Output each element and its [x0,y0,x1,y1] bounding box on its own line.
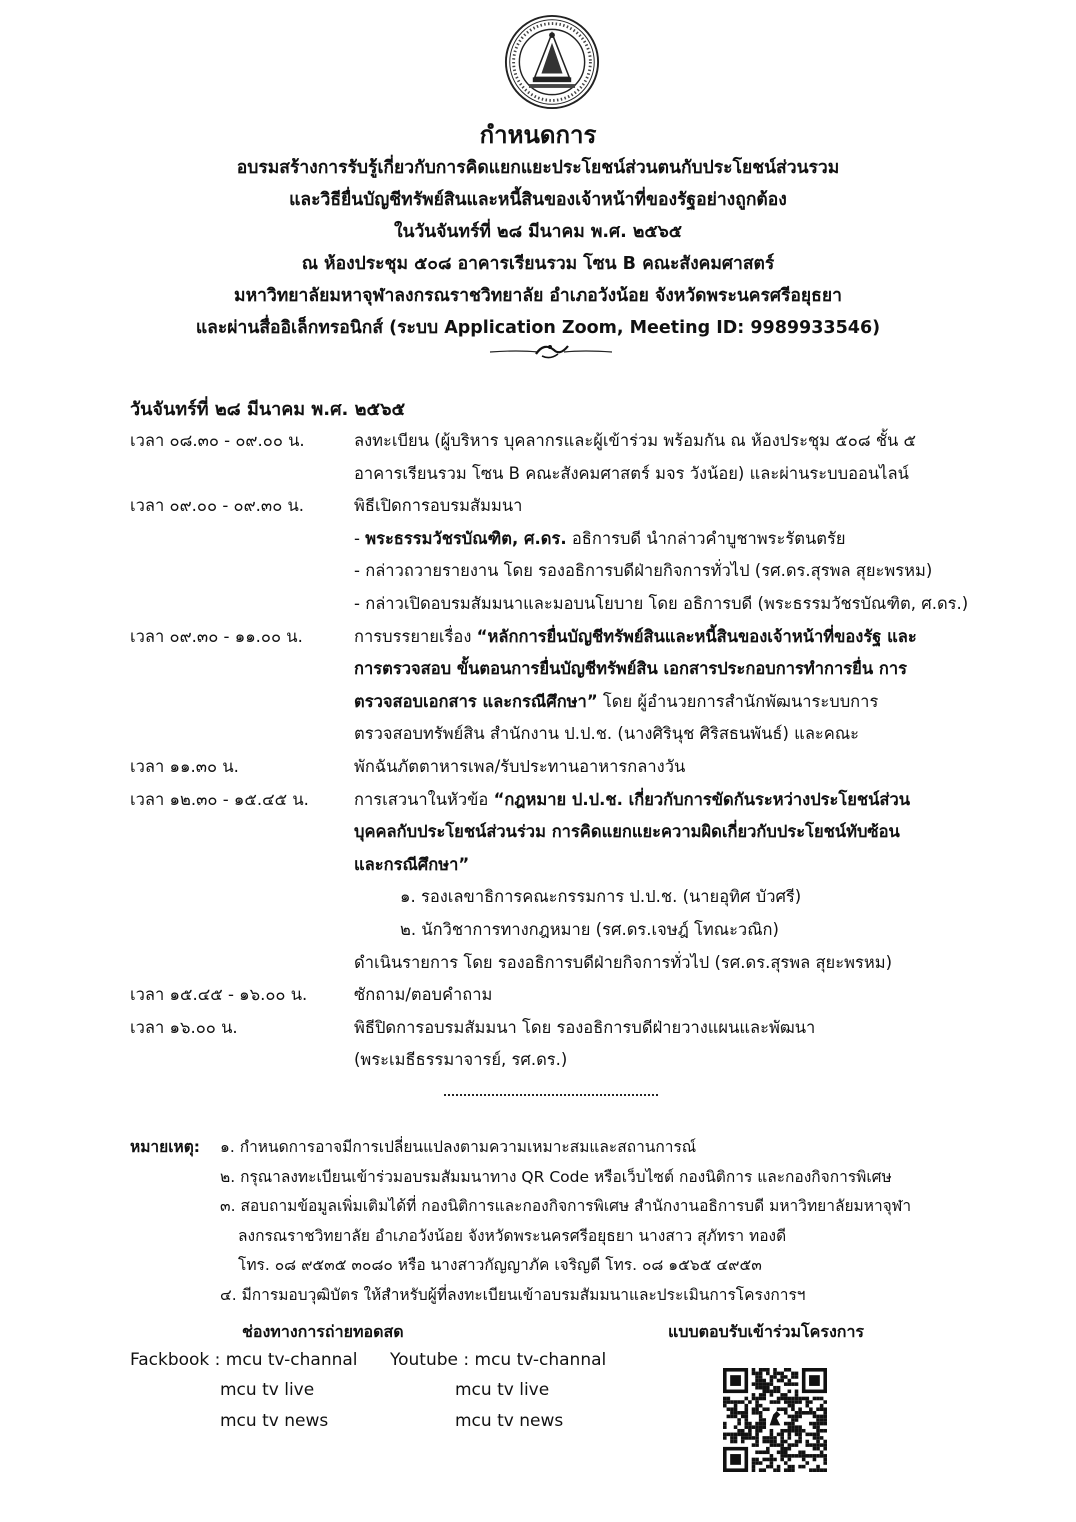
schedule-line [354,849,990,882]
facebook-news: mcu tv news [220,1411,329,1431]
schedule-line: อาคารเรียนรวม โซน B คณะสังคมศาสตร์ มจร วังน้อย) และผ่านระบบออนไลน์ [354,463,909,483]
schedule-line [354,784,990,817]
schedule-detail [354,621,990,751]
live-channels-heading: ช่องทางการถ่ายทอดสด [242,1322,404,1341]
note-item-continued: ลงกรณราชวิทยาลัย อำเภอวังน้อย จังหวัดพระนครศรีอยุธยา นางสาว สุภัทรา ทองดี [238,1226,787,1245]
schedule-text: การเสวนาในหัวข้อ [354,789,494,809]
schedule-detail [354,1012,990,1077]
note-item: ๓. สอบถามข้อมูลเพิ่มเติมได้ที่ กองนิติการและกองกิจการพิเศษ สำนักงานอธิการบดี มหาวิทยาลัยมหาจุฬา [220,1197,912,1215]
schedule-row [130,751,990,784]
schedule-row [130,490,990,620]
ornament-divider [488,338,614,364]
schedule-time: เวลา ๑๖.๐๐ น. [130,1017,238,1037]
header-line-3: ในวันจันทร์ที่ ๒๘ มีนาคม พ.ศ. ๒๕๖๕ [393,222,683,242]
note-item: ๒. กรุณาลงทะเบียนเข้าร่วมอบรมสัมมนาทาง QR Code หรือเว็บไซต์ กองนิติการ และกองกิจการพิเศษ [220,1167,892,1186]
panelist-2: ๒. นักวิชาการทางกฎหมาย (รศ.ดร.เจษฎ์ โทณะวณิก) [400,919,779,939]
youtube-live: mcu tv live [455,1380,550,1400]
schedule-time: เวลา ๑๒.๓๐ - ๑๕.๔๕ น. [130,789,309,809]
panel-topic: “กฎหมาย ป.ป.ช. เกี่ยวกับการขัดกันระหว่างประโยชน์ส่วน [493,789,911,809]
header-line-6: และผ่านสื่ออิเล็กทรอนิกส์ (ระบบ Application Zoom, Meeting ID: 9989933546) [195,318,881,338]
schedule-table [130,425,990,1077]
header-line-2: และวิธียื่นบัญชีทรัพย์สินและหนี้สินของเจ้าหน้าที่ของรัฐอย่างถูกต้อง [289,190,787,210]
schedule-line: ตรวจสอบทรัพย์สิน สำนักงาน ป.ป.ช. (นางศิรินุช ศิริสธนพันธ์) และคณะ [354,724,859,744]
facebook-channel: Fackbook : mcu tv-channal [130,1350,358,1370]
schedule-line: (พระเมธีธรรมาจารย์, รศ.ดร.) [354,1050,568,1070]
schedule-time: เวลา ๑๑.๓๐ น. [130,756,239,776]
notes-list [220,1133,1000,1310]
schedule-line [354,523,990,556]
bullet-dash: - [354,528,366,548]
panel-topic: และกรณีศึกษา” [354,854,470,874]
schedule-time: เวลา ๐๙.๐๐ - ๐๙.๓๐ น. [130,496,305,516]
panel-topic: บุคคลกับประโยชน์ส่วนร่วม การคิดแยกแยะความผิดเกี่ยวกับประโยชน์ทับซ้อน [354,822,900,842]
registration-heading: แบบตอบรับเข้าร่วมโครงการ [668,1322,865,1341]
registration-qr-code[interactable] [723,1368,827,1472]
schedule-line [354,653,990,686]
schedule-detail [354,751,990,784]
schedule-detail [354,490,990,620]
schedule-row [130,784,990,980]
header-line-1: อบรมสร้างการรับรู้เกี่ยวกับการคิดแยกแยะประโยชน์ส่วนตนกับประโยชน์ส่วนรวม [236,158,840,178]
schedule-row [130,1012,990,1077]
schedule-line [354,621,990,654]
schedule-day-label: วันจันทร์ที่ ๒๘ มีนาคม พ.ศ. ๒๕๖๕ [130,399,406,420]
moderator-line: ดำเนินรายการ โดย รองอธิการบดีฝ่ายกิจการทั่วไป (รศ.ดร.สุรพล สุยะพรหม) [354,952,893,972]
schedule-line: ซักถาม/ตอบคำถาม [354,985,493,1005]
schedule-line [354,686,990,719]
schedule-line: - กล่าวถวายรายงาน โดย รองอธิการบดีฝ่ายกิจการทั่วไป (รศ.ดร.สุรพล สุยะพรหม) [354,561,933,581]
schedule-time: เวลา ๐๘.๓๐ - ๐๙.๐๐ น. [130,431,305,450]
dotted-separator [444,1094,658,1096]
schedule-detail [354,784,990,980]
schedule-row [130,621,990,751]
schedule-line: ลงทะเบียน (ผู้บริหาร บุคลากรและผู้เข้าร่วม พร้อมกัน ณ ห้องประชุม ๕๐๘ ชั้น ๕ [354,431,917,450]
schedule-line: พักฉันภัตตาหารเพล/รับประทานอาหารกลางวัน [354,756,686,776]
document-header [0,118,1076,344]
schedule-line: พิธีปิดการอบรมสัมมนา โดย รองอธิการบดีฝ่ายวางแผนและพัฒนา [354,1017,816,1037]
note-item: ๑. กำหนดการอาจมีการเปลี่ยนแปลงตามความเหมาะสมและสถานการณ์ [220,1138,697,1156]
note-item-continued: โทร. ๐๘ ๙๕๓๕ ๓๐๘๐ หรือ นางสาวกัญญาภัค เจริญดี โทร. ๐๘ ๑๕๖๕ ๔๙๕๓ [238,1256,762,1274]
lecture-topic: ตรวจสอบเอกสาร และกรณีศึกษา” [354,691,598,711]
schedule-time: เวลา ๐๙.๓๐ - ๑๑.๐๐ น. [130,626,303,646]
schedule-row [130,425,990,490]
schedule-line: พิธีเปิดการอบรมสัมมนา [354,496,523,516]
schedule-text: โดย ผู้อำนวยการสำนักพัฒนาระบบการ [597,691,879,711]
note-item: ๔. มีการมอบวุฒิบัตร ให้สำหรับผู้ที่ลงทะเบียนเข้าอบรมสัมมนาและประเมินการโครงการฯ [220,1285,806,1304]
schedule-row [130,979,990,1012]
schedule-text: การบรรยายเรื่อง [354,626,477,646]
panelist-1: ๑. รองเลขาธิการคณะกรรมการ ป.ป.ช. (นายอุทิศ บัวศรี) [400,887,802,907]
notes-section [130,1133,1000,1310]
schedule-detail [354,425,990,490]
facebook-live: mcu tv live [220,1380,315,1400]
header-line-5: มหาวิทยาลัยมหาจุฬาลงกรณราชวิทยาลัย อำเภอวังน้อย จังหวัดพระนครศรีอยุธยา [234,286,842,306]
university-seal-logo [504,14,600,110]
document-title: กำหนดการ [479,121,597,149]
youtube-channel: Youtube : mcu tv-channal [390,1350,607,1370]
schedule-line: - กล่าวเปิดอบรมสัมมนาและมอบนโยบาย โดย อธิการบดี (พระธรรมวัชรบัณฑิต, ศ.ดร.) [354,593,969,613]
schedule-text: อธิการบดี นำกล่าวคำบูชาพระรัตนตรัย [566,528,846,548]
lecture-topic: การตรวจสอบ ขั้นตอนการยื่นบัญชีทรัพย์สิน เอกสารประกอบการทำการยื่น การ [354,659,907,679]
youtube-news: mcu tv news [455,1411,564,1431]
schedule-line [354,816,990,849]
header-line-4: ณ ห้องประชุม ๕๐๘ อาคารเรียนรวม โซน B คณะสังคมศาสตร์ [301,254,775,274]
schedule-detail [354,979,990,1012]
speaker-name: พระธรรมวัชรบัณฑิต, ศ.ดร. [365,528,567,548]
schedule-time: เวลา ๑๕.๔๕ - ๑๖.๐๐ น. [130,985,308,1005]
lecture-topic: “หลักการยื่นบัญชีทรัพย์สินและหนี้สินของเจ้าหน้าที่ของรัฐ และ [476,626,917,646]
notes-label: หมายเหตุ: [130,1138,200,1156]
